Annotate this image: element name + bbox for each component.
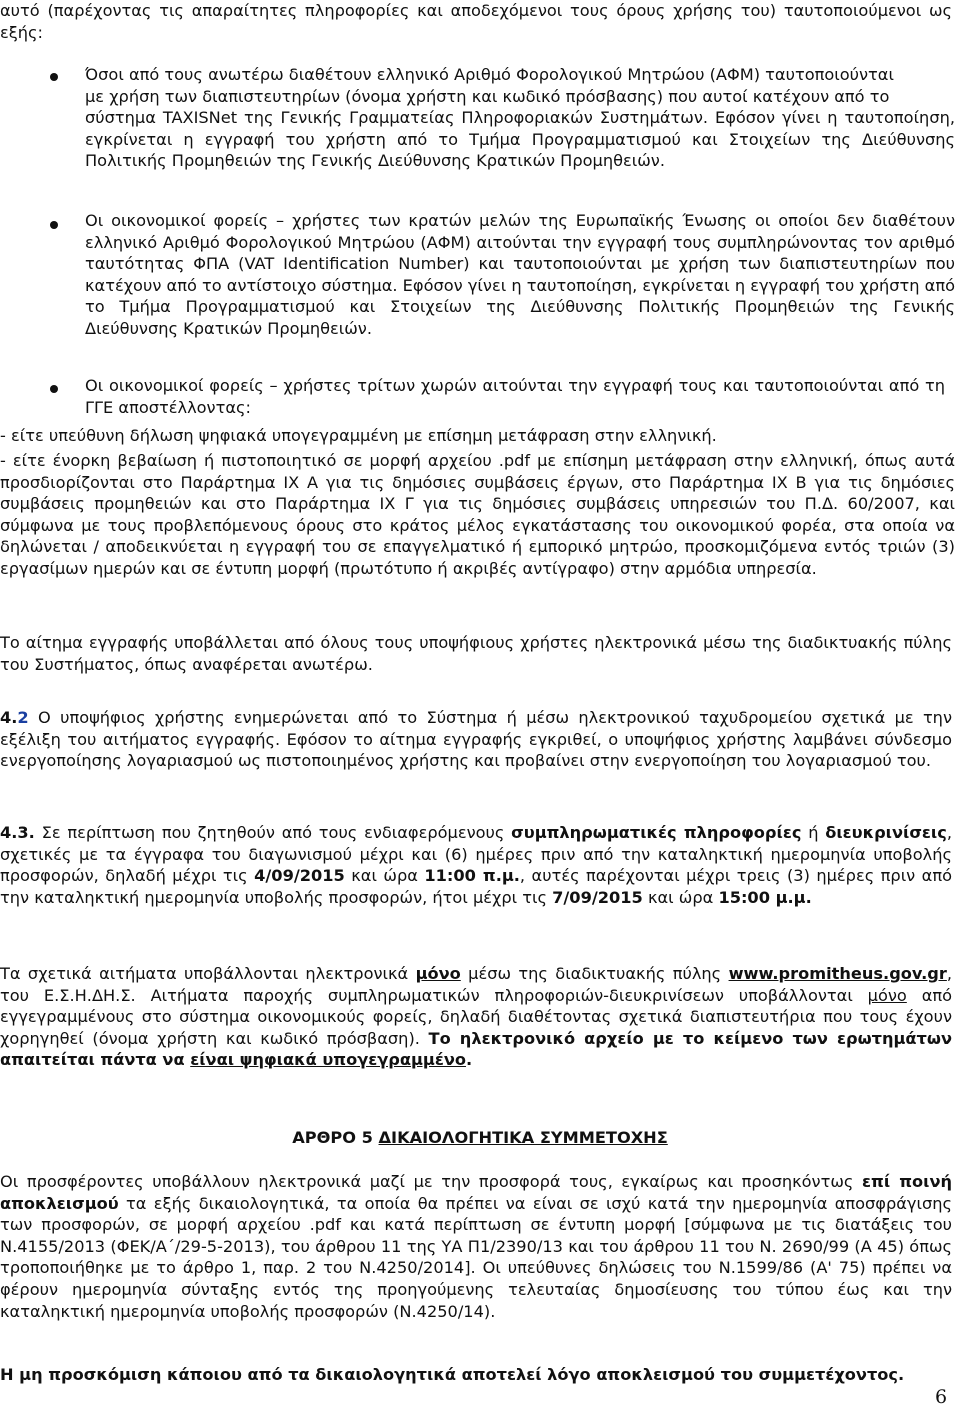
section-text: και ώρα xyxy=(344,866,425,886)
portal-link[interactable]: www.promitheus.gov.gr xyxy=(728,964,947,983)
section-text: , αυτές παρέχονται μέχρι τρεις (3) ημέρες πριν από την καταληκτική ημερομηνία υποβολής προσφορών, ήτοι μέχρι τις xyxy=(0,866,953,907)
bullet-line: σύστημα TAXISNet της Γενικής Γραμματείας Πληροφοριακών Συστημάτων. xyxy=(85,108,709,128)
section-text: , σχετικές με τα έγγραφα του διαγωνισμού μέχρι και (6) ημέρες πριν από την καταληκτική ημερομηνία υποβολής προσφορών, δηλαδή μέχρι τις xyxy=(0,823,952,886)
section-text: ή xyxy=(801,823,826,842)
emphasis-text: επί ποινή αποκλεισμού xyxy=(0,1172,952,1213)
article-title: ΔΙΚΑΙΟΛΟΓΗΤΙΚΑ ΣΥΜΜΕΤΟΧΗΣ xyxy=(378,1128,668,1147)
deadline-date: 4/09/2015 xyxy=(254,866,345,886)
section-number-link: 2 xyxy=(17,708,29,727)
section-text: Ο υποψήφιος χρήστης ενημερώνεται από το Σύστημα ή μέσω ηλεκτρονικού ταχυδρομείου σχετικά με την εξέλιξη του αιτήματος εγγραφής. Εφόσον το αίτημα εγγραφής εγκριθεί, ο υποψήφιος χρήστης λαμβάνει σύνδεσμο ενεργοποίησης λογαριασμού ως πιστοποιημένος χρήστης και προβαίνει στην ενεργοποίηση του λογαριασμού του. xyxy=(0,708,952,771)
bullet-item-third-countries: Οι οικονομικοί φορείς – χρήστες τρίτων χωρών αιτούνται την εγγραφή τους και ταυτοποιούνται από τη ΓΓΕ αποστέλλοντας: xyxy=(85,376,945,417)
section-number: 4. xyxy=(0,708,18,727)
section-4-2 xyxy=(0,707,952,772)
dash-item-declaration: - είτε υπεύθυνη δήλωση ψηφιακά υπογεγραμμένη με επίσημη μετάφραση στην ελληνική. xyxy=(0,426,717,445)
bullet-line: με χρήση των διαπιστευτηρίων (όνομα χρήστη και κωδικό πρόσβασης) που αυτοί κατέχουν από το xyxy=(85,86,890,106)
documents-paragraph xyxy=(0,1171,952,1322)
page-number: 6 xyxy=(935,1386,948,1408)
section-4-3 xyxy=(0,822,952,908)
bullet-dot xyxy=(50,221,58,229)
section-text: Σε περίπτωση που ζητηθούν από τους ενδιαφερόμενους xyxy=(34,823,512,842)
article-heading xyxy=(0,1127,960,1149)
emphasis-text: μόνο xyxy=(867,985,907,1005)
bullet-dot xyxy=(50,73,58,81)
deadline-date: 7/09/2015 xyxy=(552,887,643,907)
bullet-item-eu: Οι οικονομικοί φορείς – χρήστες των κρατών μελών της Ευρωπαϊκής Ένωσης οι οποίοι δεν διαθέτουν ελληνικό Αριθμό Φορολογικού Μητρώου (ΑΦΜ) αιτούνται την εγγραφή τους συμπληρώνοντας τον αριθμό ταυτότητας ΦΠΑ (VAT Identification Number) και ταυτοποιούνται με χρήση των διαπιστευτηρίων που κατέχουν από το αντίστοιχο σύστημα. Εφόσον γίνει η ταυτοποίηση, εγκρίνεται η εγγραφή του χρήστη από το Τμήμα Προγραμματισμού και Στοιχείων της Διεύθυνσης Πολιτικής Προμηθειών της Γενικής Διεύθυνσης Κρατικών Προμηθειών. xyxy=(85,211,955,338)
emphasis-text: . xyxy=(465,1050,473,1070)
emphasis-text: Το ηλεκτρονικό αρχείο με το κείμενο των ερωτημάτων απαιτείται πάντα να xyxy=(0,1028,952,1070)
emphasis-text: μόνο xyxy=(415,964,461,983)
intro-paragraph: αυτό (παρέχοντας τις απαραίτητες πληροφορίες και αποδεχόμενοι τους όρους χρήσης του) ταυτοποιούμενοι ως εξής: xyxy=(0,1,952,42)
paragraph-text: τα εξής δικαιολογητικά, τα οποία θα πρέπει να είναι σε ισχύ κατά την ημερομηνία αποσφράγισης των προσφορών, σε μορφή αρχείου .pdf και κατά περίπτωση σε έντυπη μορφή [σύμφωνα με τις διατάξεις του Ν.4155/2013 (ΦΕΚ/Α΄/29-5-2013), του άρθρου 11 της ΥΑ Π1/2390/13 και του άρθρου 11 του Ν. 2690/99 (Α 45) όπως τροποποιήθηκε με το άρθρο 1, παρ. 2 του Ν.4250/2014]. Οι υπεύθυνες δηλώσεις του Ν.1599/86 (Α' 75) πρέπει να φέρουν ημερομηνία σύνταξης εντός της προηγούμενης τελευταίας δημοσίευσης του τύπου έως και την καταληκτική ημερομηνία υποβολής προσφορών (Ν.4250/14). xyxy=(0,1193,952,1321)
emphasis-text: είναι ψηφιακά υπογεγραμμένο xyxy=(190,1050,466,1070)
exclusion-note: Η μη προσκόμιση κάποιου από τα δικαιολογητικά αποτελεί λόγο αποκλεισμού του συμμετέχοντος. xyxy=(0,1365,905,1384)
bullet-dot xyxy=(50,385,58,393)
bullet-text: Εφόσον γίνει η ταυτοποίηση, εγκρίνεται η εγγραφή του χρήστη από το Τμήμα Προγραμματισμού και Στοιχείων της Διεύθυνσης Πολιτικής Προμηθειών της Γενικής Διεύθυνσης Κρατικών Προμηθειών. xyxy=(85,108,955,171)
article-number: ΑΡΘΡΟ 5 xyxy=(292,1128,379,1147)
section-text: και ώρα xyxy=(642,887,719,907)
requests-paragraph xyxy=(0,963,952,1071)
submission-paragraph: Το αίτημα εγγραφής υποβάλλεται από όλους τους υποψήφιους χρήστες ηλεκτρονικά μέσω της διαδικτυακής πύλης του Συστήματος, όπως αναφέρεται ανωτέρω. xyxy=(0,633,952,674)
paragraph-text: μέσω της διαδικτυακής πύλης xyxy=(460,964,729,983)
bullet-line: Όσοι από τους ανωτέρω διαθέτουν ελληνικό Αριθμό Φορολογικού Μητρώου (ΑΦΜ) ταυτοποιούνται xyxy=(85,65,894,84)
deadline-time: 15:00 μ.μ. xyxy=(718,887,812,907)
deadline-time: 11:00 π.μ. xyxy=(424,866,520,886)
emphasis-text: συμπληρωματικές πληροφορίες xyxy=(511,823,802,842)
dash-item-affidavit: - είτε ένορκη βεβαίωση ή πιστοποιητικό σε μορφή αρχείου .pdf με επίσημη μετάφραση στην ελληνική, όπως αυτά προσδιορίζονται στο Παράρτημα IX A για τις δημόσιες συμβάσεις έργων, στο Παράρτημα IX B για τις δημόσιες συμβάσεις προμηθειών και στο Παράρτημα IX Γ για τις δημόσιες συμβάσεις υπηρεσιών του Π.Δ. 60/2007, και σύμφωνα με τους προβλεπόμενους όρους στο κράτος μέλος εγκατάστασης του οικονομικού φορέα, στα οποία να δηλώνεται / αποδεικνύεται η εγγραφή του σε επαγγελματικό ή εμπορικό μητρώο, προσκομιζόμενα εντός τριών (3) εργασίμων ημερών και σε έντυπη μορφή (πρωτότυπο ή ακριβές αντίγραφο) στην αρμόδια υπηρεσία. xyxy=(0,451,955,578)
paragraph-text: , του Ε.Σ.Η.ΔΗ.Σ. Αιτήματα παροχής συμπληρωματικών πληροφοριών-διευκρινίσεων υποβάλλονται xyxy=(0,964,953,1005)
paragraph-text: από εγγεγραμμένους στο σύστημα οικονομικούς φορείς, δηλαδή διαθέτοντας σχετικά διαπιστευτήρια που τους έχουν χορηγηθεί (όνομα χρήστη και κωδικό πρόσβαση). xyxy=(0,985,953,1048)
paragraph-text: Οι προσφέροντες υποβάλλουν ηλεκτρονικά μαζί με την προσφορά τους, εγκαίρως και προσηκόντως xyxy=(0,1172,862,1191)
bullet-item-afm xyxy=(85,64,955,172)
paragraph-text: Τα σχετικά αιτήματα υποβάλλονται ηλεκτρονικά xyxy=(0,964,416,983)
section-number: 4.3. xyxy=(0,823,35,842)
emphasis-text: διευκρινίσεις xyxy=(825,823,947,842)
